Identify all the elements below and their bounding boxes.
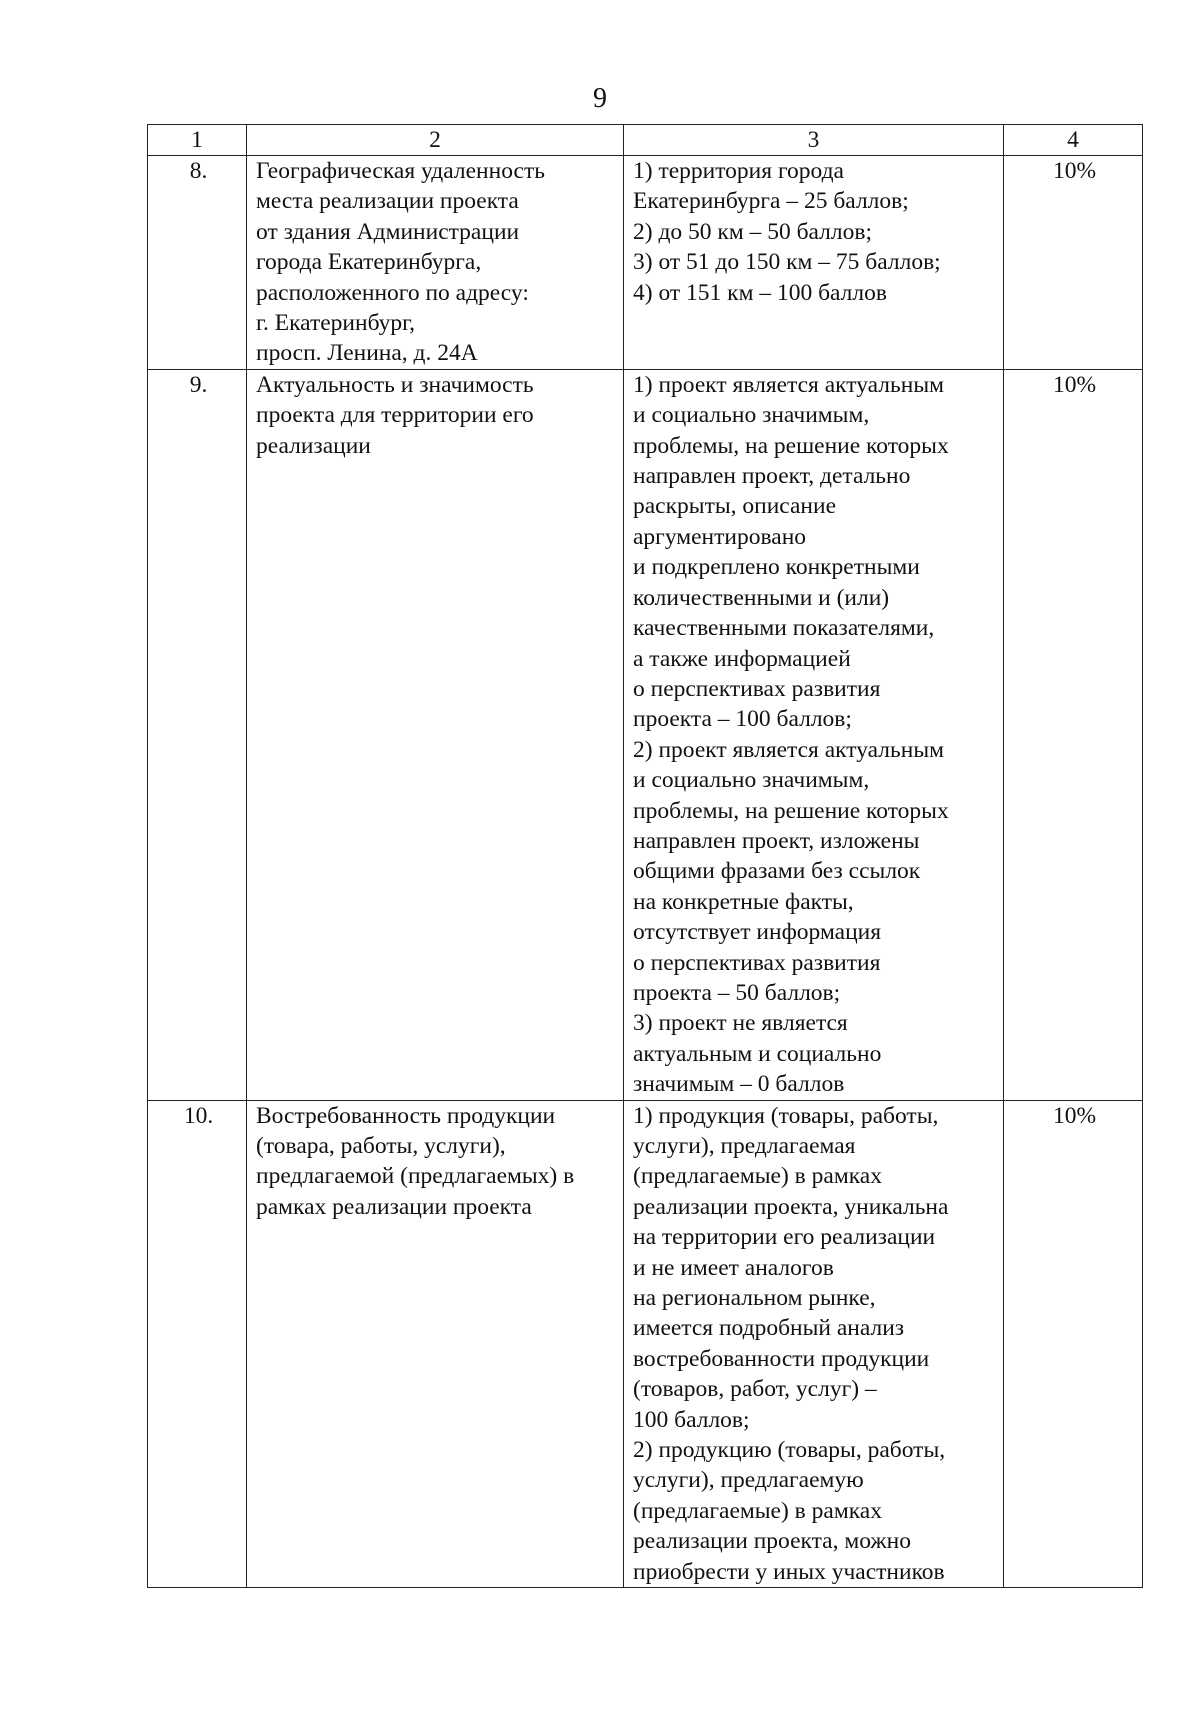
scoring-line: 100 баллов;	[633, 1406, 750, 1433]
scoring-line: направлен проект, детально	[633, 463, 911, 490]
criterion-line: Востребованность продукции	[256, 1102, 556, 1129]
weight-cell: 10%	[1004, 1100, 1143, 1588]
criterion-cell	[247, 1100, 624, 1588]
scoring-line: 2) до 50 км – 50 баллов;	[633, 218, 872, 245]
scoring-line: (предлагаемые) в рамках	[633, 1497, 882, 1524]
row-number: 8.	[148, 156, 247, 370]
scoring-line: и социально значимым,	[633, 767, 870, 794]
scoring-line: проекта – 50 баллов;	[633, 979, 841, 1006]
header-col-2: 2	[247, 125, 624, 156]
scoring-line: 1) территория города	[633, 158, 844, 184]
scoring-line: Екатеринбурга – 25 баллов;	[633, 188, 909, 215]
scoring-line: направлен проект, изложены	[633, 827, 920, 854]
header-col-1: 1	[148, 125, 247, 156]
criterion-line: места реализации проекта	[256, 188, 519, 215]
criterion-line: просп. Ленина, д. 24А	[256, 340, 478, 367]
scoring-line: актуальным и социально	[633, 1040, 882, 1067]
row-number: 10.	[148, 1100, 247, 1588]
scoring-line: 4) от 151 км – 100 баллов	[633, 279, 887, 306]
scoring-line: (предлагаемые) в рамках	[633, 1163, 882, 1190]
scoring-line: и социально значимым,	[633, 402, 870, 429]
scoring-line: количественными и (или)	[633, 584, 890, 611]
scoring-line: и подкреплено конкретными	[633, 554, 920, 581]
scoring-line: проблемы, на решение которых	[633, 432, 949, 459]
scoring-line: реализации проекта, можно	[633, 1528, 911, 1555]
criterion-line: рамках реализации проекта	[256, 1193, 532, 1220]
criterion-line: (товара, работы, услуги),	[256, 1133, 506, 1159]
weight-cell: 10%	[1004, 369, 1143, 1100]
scoring-line: 2) проект является актуальным	[633, 736, 944, 763]
scoring-line: проблемы, на решение которых	[633, 797, 949, 824]
scoring-line: раскрыты, описание	[633, 493, 837, 520]
scoring-line: реализации проекта, уникальна	[633, 1193, 949, 1220]
header-col-4: 4	[1004, 125, 1143, 156]
table-row	[148, 1100, 1143, 1588]
scoring-line: значимым – 0 баллов	[633, 1071, 845, 1098]
scoring-line: услуги), предлагаемая	[633, 1133, 856, 1159]
scoring-line: общими фразами без ссылок	[633, 858, 921, 885]
page-number: 9	[593, 83, 607, 114]
criterion-line: расположенного по адресу:	[256, 279, 529, 306]
table-row	[148, 369, 1143, 1100]
criterion-line: Актуальность и значимость	[256, 371, 534, 398]
scoring-line: о перспективах развития	[633, 949, 881, 976]
scoring-line: проекта – 100 баллов;	[633, 706, 852, 733]
header-col-3: 3	[624, 125, 1004, 156]
scoring-line: качественными показателями,	[633, 615, 935, 642]
scoring-line: 3) от 51 до 150 км – 75 баллов;	[633, 249, 941, 276]
weight-cell: 10%	[1004, 156, 1143, 370]
criteria-table	[147, 124, 1143, 1588]
scoring-line: востребованности продукции	[633, 1345, 930, 1372]
scoring-cell	[624, 156, 1004, 370]
scoring-line: услуги), предлагаемую	[633, 1467, 864, 1494]
criterion-line: города Екатеринбурга,	[256, 249, 482, 276]
scoring-cell	[624, 1100, 1004, 1588]
criterion-cell	[247, 156, 624, 370]
scoring-line: 3) проект не является	[633, 1010, 848, 1037]
header-row	[148, 125, 1143, 156]
scoring-line: о перспективах развития	[633, 675, 881, 702]
scoring-line: на конкретные факты,	[633, 888, 854, 915]
criterion-cell	[247, 369, 624, 1100]
criterion-line: реализации	[256, 432, 371, 459]
scoring-line: 1) проект является актуальным	[633, 371, 944, 398]
scoring-line: отсутствует информация	[633, 919, 882, 946]
scoring-line: аргументировано	[633, 523, 807, 550]
table-row	[148, 156, 1143, 370]
scoring-line: а также информацией	[633, 645, 851, 672]
criterion-line: предлагаемой (предлагаемых) в	[256, 1163, 575, 1190]
criterion-line: проекта для территории его	[256, 402, 534, 429]
criterion-line: Географическая удаленность	[256, 158, 545, 184]
scoring-line: (товаров, работ, услуг) –	[633, 1376, 877, 1403]
scoring-line: и не имеет аналогов	[633, 1254, 834, 1281]
scoring-line: 2) продукцию (товары, работы,	[633, 1437, 946, 1464]
scoring-line: приобрести у иных участников	[633, 1558, 945, 1585]
scoring-line: 1) продукция (товары, работы,	[633, 1102, 939, 1129]
scoring-line: на территории его реализации	[633, 1224, 936, 1251]
scoring-line: имеется подробный анализ	[633, 1315, 905, 1342]
criterion-line: от здания Администрации	[256, 218, 520, 245]
row-number: 9.	[148, 369, 247, 1100]
scoring-line: на региональном рынке,	[633, 1285, 876, 1312]
scoring-cell	[624, 369, 1004, 1100]
criterion-line: г. Екатеринбург,	[256, 310, 416, 337]
